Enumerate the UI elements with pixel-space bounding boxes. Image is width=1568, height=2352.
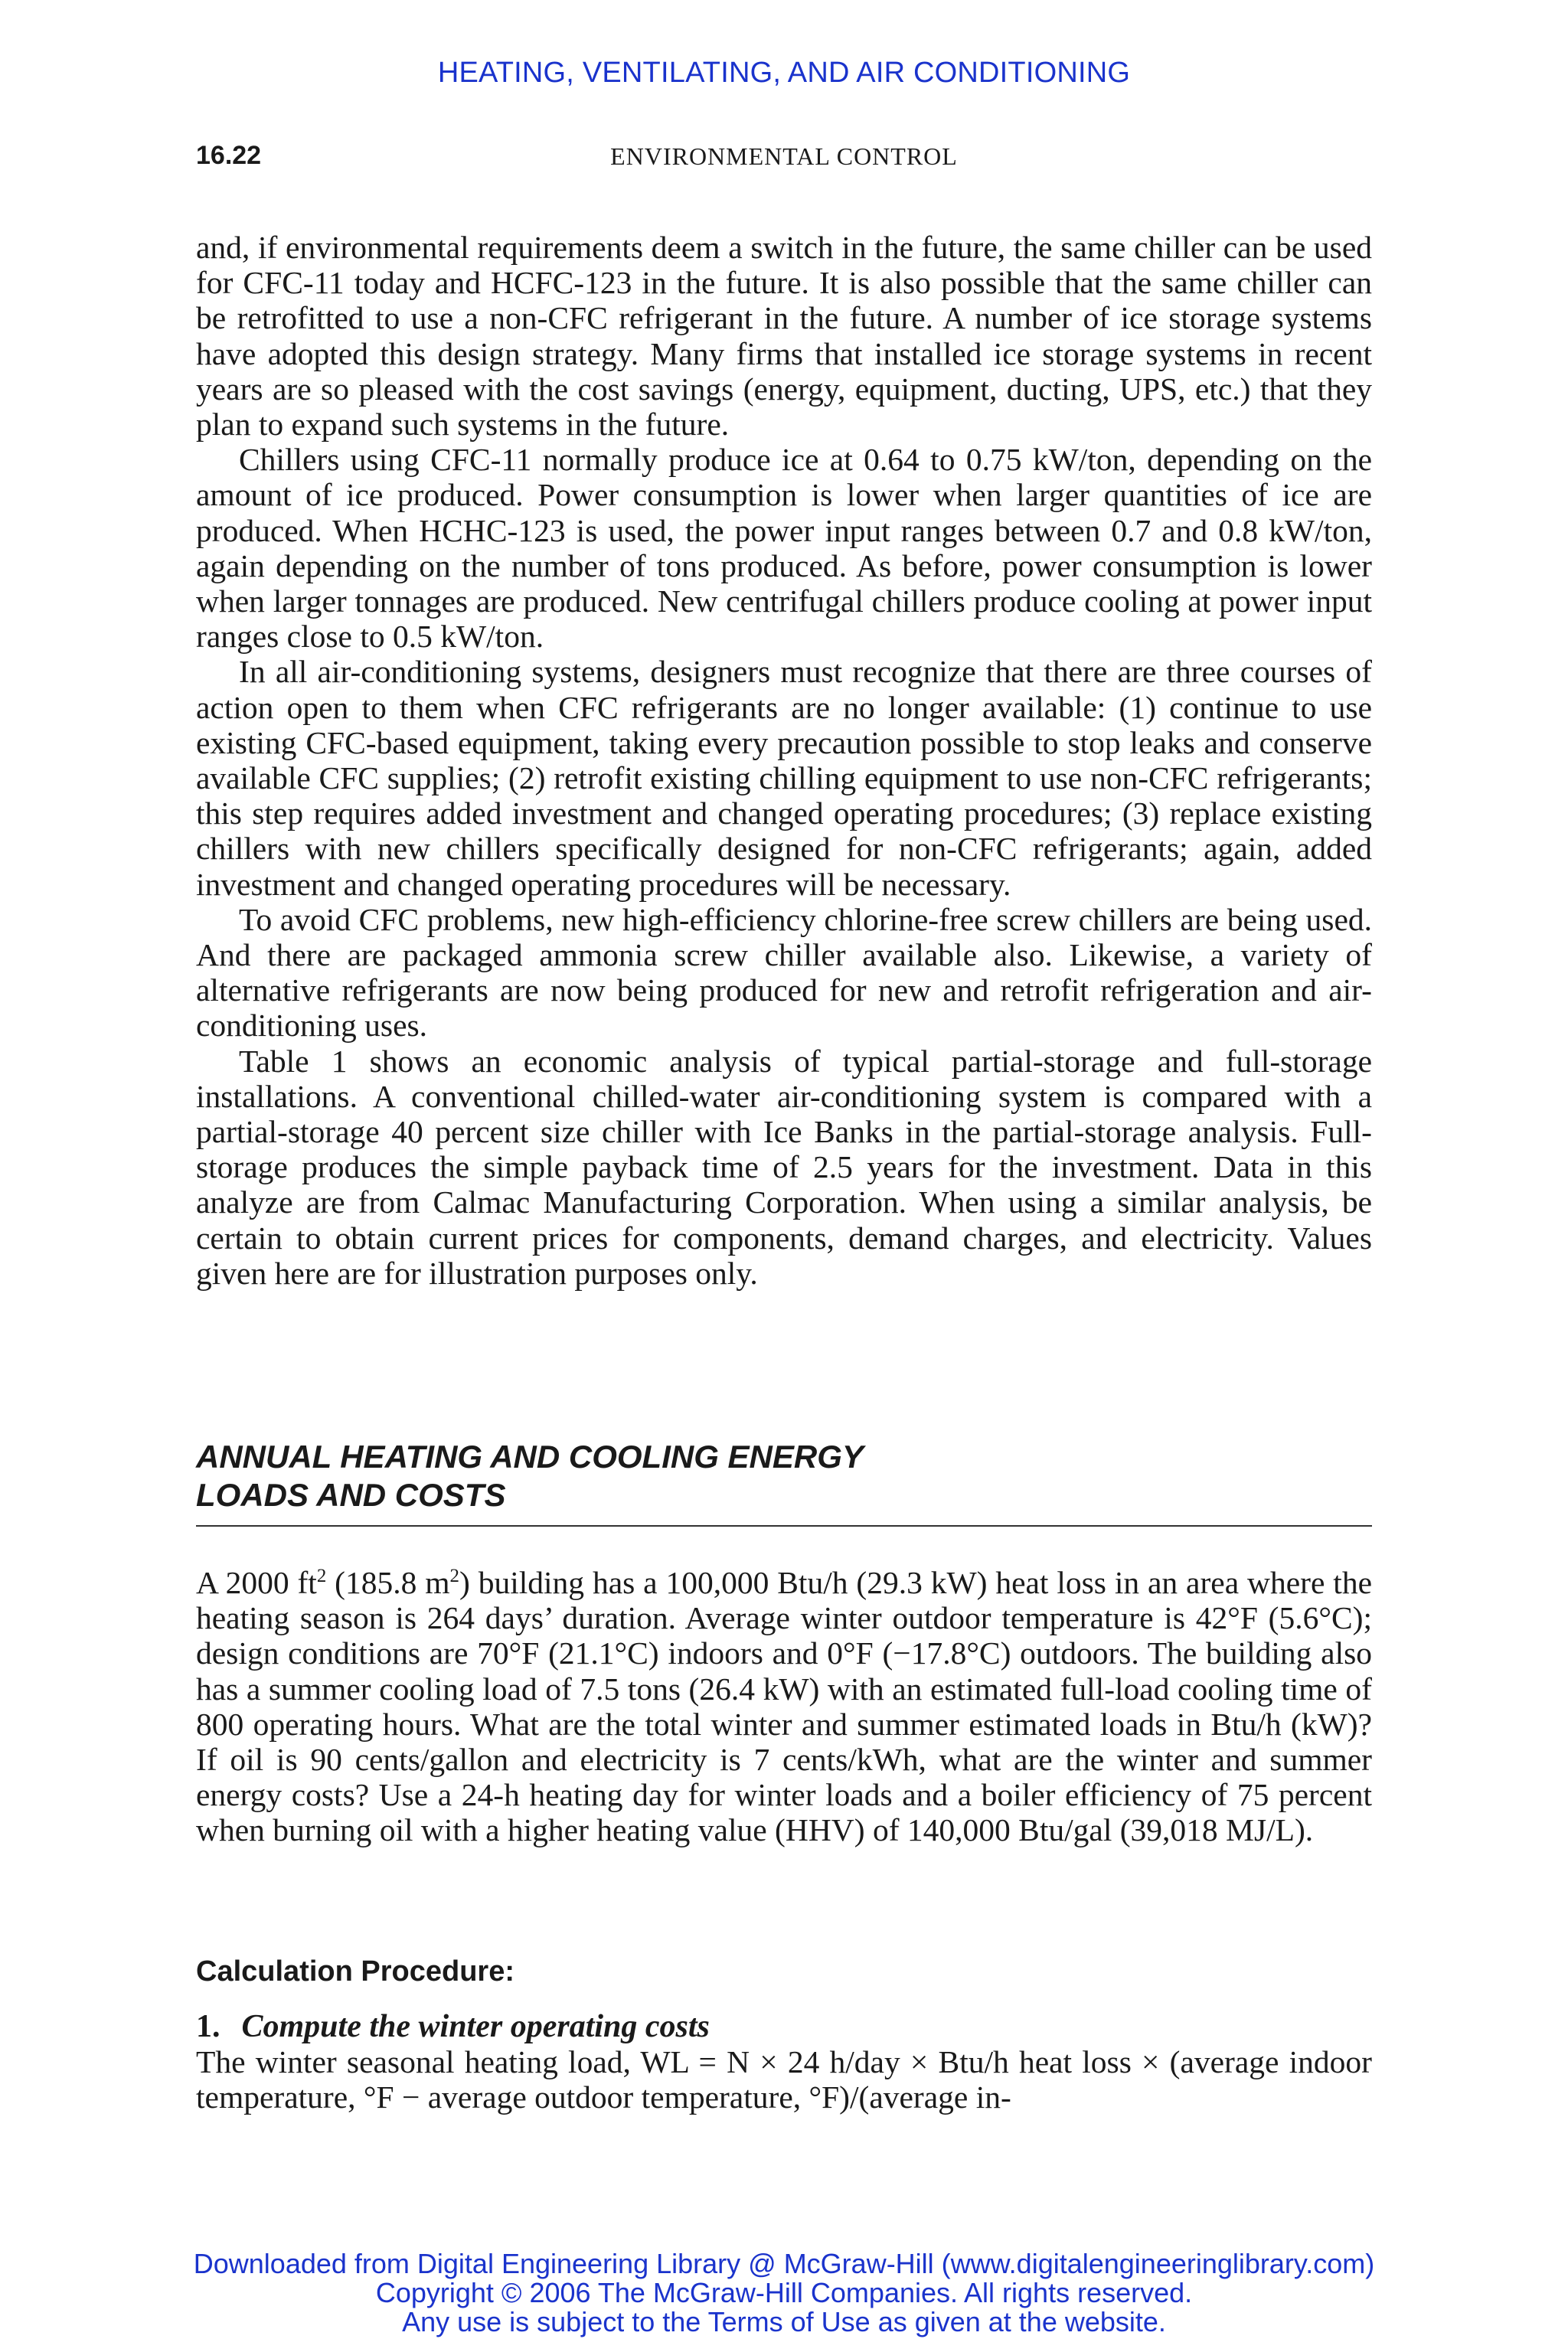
problem-paragraph [196, 1565, 1372, 1848]
calculation-heading: Calculation Procedure: [196, 1955, 514, 1988]
intro-text-block [196, 230, 1372, 1291]
footer-download-link[interactable]: Downloaded from Digital Engineering Library @ McGraw-Hill (www.digitalengineeringlibrary.com) [193, 2248, 1375, 2279]
step-title: Compute the winter operating costs [241, 2009, 710, 2044]
section-heading-line: ANNUAL HEATING AND COOLING ENERGY [196, 1439, 864, 1475]
section-banner: HEATING, VENTILATING, AND AIR CONDITIONING [437, 57, 1131, 89]
footer-copyright: Copyright © 2006 The McGraw-Hill Companies. All rights reserved. [375, 2277, 1193, 2308]
footer [0, 2249, 1568, 2337]
section-heading [196, 1438, 1372, 1527]
page-number: 16.22 [196, 141, 262, 170]
paragraph: and, if environmental requirements deem a switch in the future, the same chiller can be used for CFC-11 today and HCFC-123 in the future. It is also possible that the same chiller can be retrofitted to use a non-CFC refrigerant in the future. A number of ice storage systems have adopted this design strategy. Many firms that installed ice storage systems in recent years are so pleased with the cost savings (energy, equipment, ducting, UPS, etc.) that they plan to expand such systems in the future. [196, 230, 1372, 443]
superscript: 2 [316, 1566, 327, 1587]
step-number: 1. [196, 2009, 220, 2044]
step-text-block [196, 2044, 1372, 2115]
paragraph: Table 1 shows an economic analysis of typical partial-storage and full-storage installations. A conventional chilled-water air-conditioning system is compared with a partial-storage 40 percent size chiller with Ice Banks in the partial-storage analysis. Full-storage produces the simple payback time of 2.5 years for the investment. Data in this analyze are from Calmac Manufacturing Corporation. When using a similar analysis, be certain to obtain current prices for components, demand charges, and electricity. Values given here are for illustration purposes only. [196, 1043, 1372, 1291]
step-heading [196, 2009, 710, 2044]
section-heading-line: LOADS AND COSTS [196, 1477, 506, 1513]
problem-statement [196, 1565, 1372, 1848]
paragraph: To avoid CFC problems, new high-efficiency chlorine-free screw chillers are being used. And there are packaged ammonia screw chiller available also. Likewise, a variety of alternative refrigerants are now being produced for new and retrofit refrigeration and air-conditioning uses. [196, 901, 1372, 1044]
problem-text: (185.8 m [326, 1565, 450, 1600]
paragraph: Chillers using CFC-11 normally produce ice at 0.64 to 0.75 kW/ton, depending on the amount of ice produced. Power consumption is lower when larger quantities of ice are produced. When HCHC-123 is used, the power input ranges between 0.7 and 0.8 kW/ton, again depending on the number of tons produced. As before, power consumption is lower when larger tonnages are produced. New centrifugal chillers produce cooling at power input ranges close to 0.5 kW/ton. [196, 442, 1372, 655]
problem-text: A 2000 ft [196, 1565, 317, 1600]
running-head: ENVIRONMENTAL CONTROL [610, 142, 958, 170]
problem-text: ) building has a 100,000 Btu/h (29.3 kW) heat loss in an area where the heating season is 264 days’ duration. Average winter outdoor temperature is 42°F (5.6°C); design conditions are 70°F (21.1°C) indoors and 0°F (−17.8°C) outdoors. The building also has a summer cooling load of 7.5 tons (26.4 kW) with an estimated full-load cooling time of 800 operating hours. What are the total winter and summer estimated loads in Btu/h (kW)? If oil is 90 cents/gallon and electricity is 7 cents/kWh, what are the winter and summer energy costs? Use a 24-h heating day for winter loads and a boiler efficiency of 75 percent when burning oil with a higher heating value (HHV) of 140,000 Btu/gal (39,018 MJ/L). [196, 1565, 1372, 1848]
footer-terms[interactable]: Any use is subject to the Terms of Use as given at the website. [402, 2306, 1166, 2337]
paragraph: In all air-conditioning systems, designers must recognize that there are three courses of action open to them when CFC refrigerants are no longer available: (1) continue to use existing CFC-based equipment, taking every precaution possible to stop leaks and conserve available CFC supplies; (2) retrofit existing chilling equipment to use non-CFC refrigerants; this step requires added investment and changed operating procedures; (3) replace existing chillers with new chillers specifically designed for non-CFC refrigerants; again, added investment and changed operating procedures will be necessary. [196, 654, 1372, 902]
superscript: 2 [449, 1566, 459, 1587]
step-paragraph: The winter seasonal heating load, WL = N × 24 h/day × Btu/h heat loss × (average indoor temperature, °F − average outdoor temperature, °F)/(average in- [196, 2044, 1372, 2115]
